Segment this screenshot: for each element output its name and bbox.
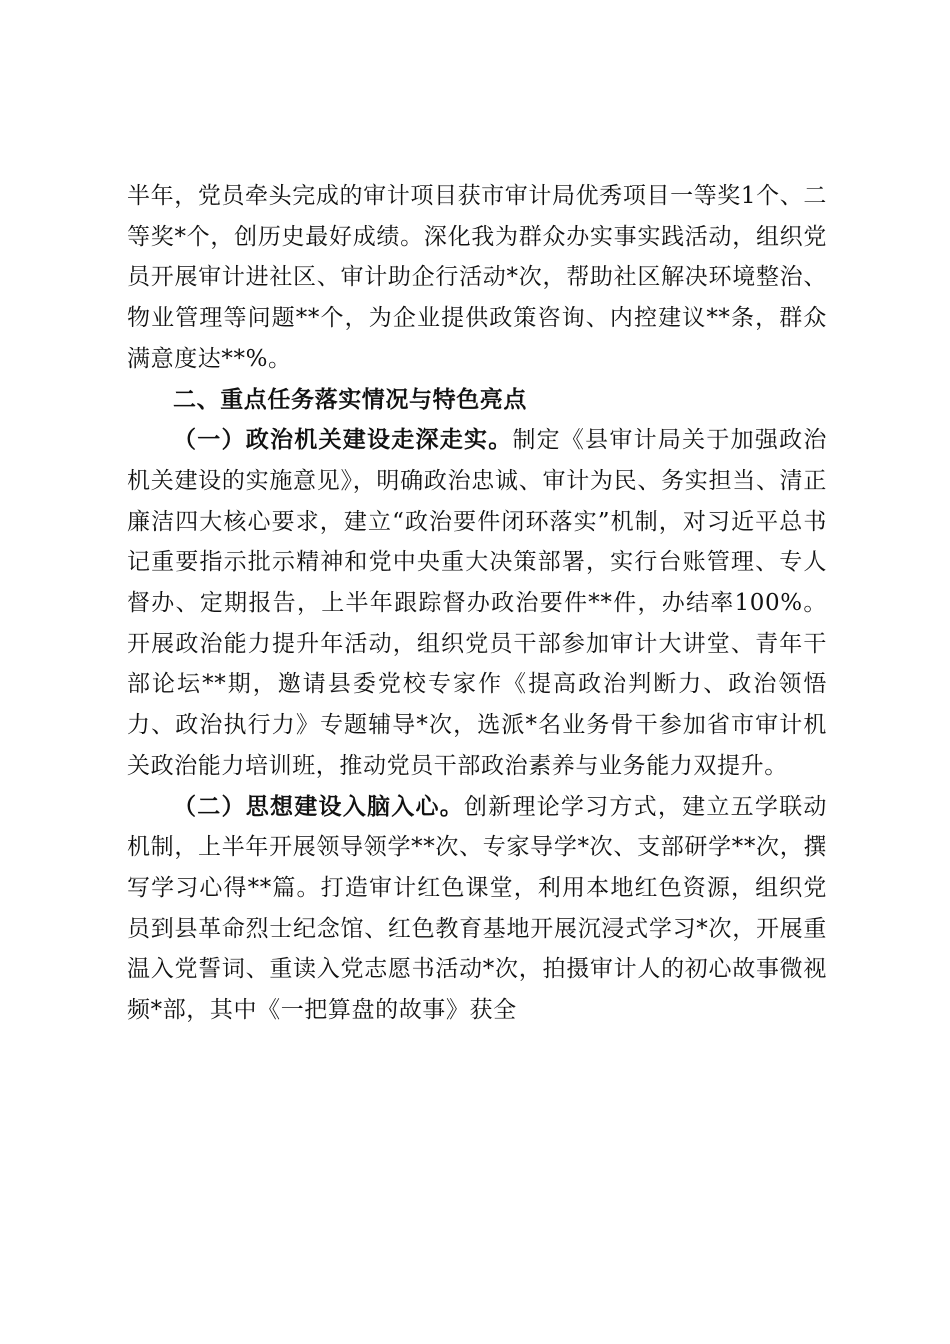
paragraph-text: 制定《县审计局关于加强政治机关建设的实施意见》，明确政治忠诚、审计为民、务实担当、清正廉洁四大核心要求，建立“政治要件闭环落实”机制，对习近平总书记重要指示批示精神和党中央重大决策部署，实行台账管理、专人督办、定期报告，上半年跟踪督办政治要件**件，办结率100%。开展政治能力提升年活动，组织党员干部参加审计大讲堂、青年干部论坛**期，邀请县委党校专家作《提高政治判断力、政治领悟力、政治执行力》专题辅导*次，选派*名业务骨干参加省市审计机关政治能力培训班，推动党员干部政治素养与业务能力双提升。 [127, 427, 827, 779]
paragraph-lead-title: （二）思想建设入脑入心。 [173, 792, 464, 820]
section-heading-key-tasks [127, 380, 827, 421]
paragraph-ideological-building [127, 787, 827, 1031]
paragraph-lead-title: （一）政治机关建设走深走实。 [173, 426, 513, 454]
section-heading-text: 二、重点任务落实情况与特色亮点 [173, 385, 527, 413]
paragraph-political-organ-building [127, 420, 827, 786]
paragraph-party-project-results [127, 176, 827, 380]
paragraph-text: 半年，党员牵头完成的审计项目获市审计局优秀项目一等奖1个、二等奖*个，创历史最好成绩。深化我为群众办实事实践活动，组织党员开展审计进社区、审计助企行活动*次，帮助社区解决环境整治、物业管理等问题**个，为企业提供政策咨询、内控建议**条，群众满意度达**%。 [127, 183, 827, 372]
paragraph-text: 创新理论学习方式，建立五学联动机制，上半年开展领导领学**次、专家导学*次、支部研学**次，撰写学习心得**篇。打造审计红色课堂，利用本地红色资源，组织党员到县革命烈士纪念馆、红色教育基地开展沉浸式学习*次，开展重温入党誓词、重读入党志愿书活动*次，拍摄审计人的初心故事微视频*部，其中《一把算盘的故事》获全 [127, 793, 827, 1024]
document-body [127, 176, 827, 1031]
